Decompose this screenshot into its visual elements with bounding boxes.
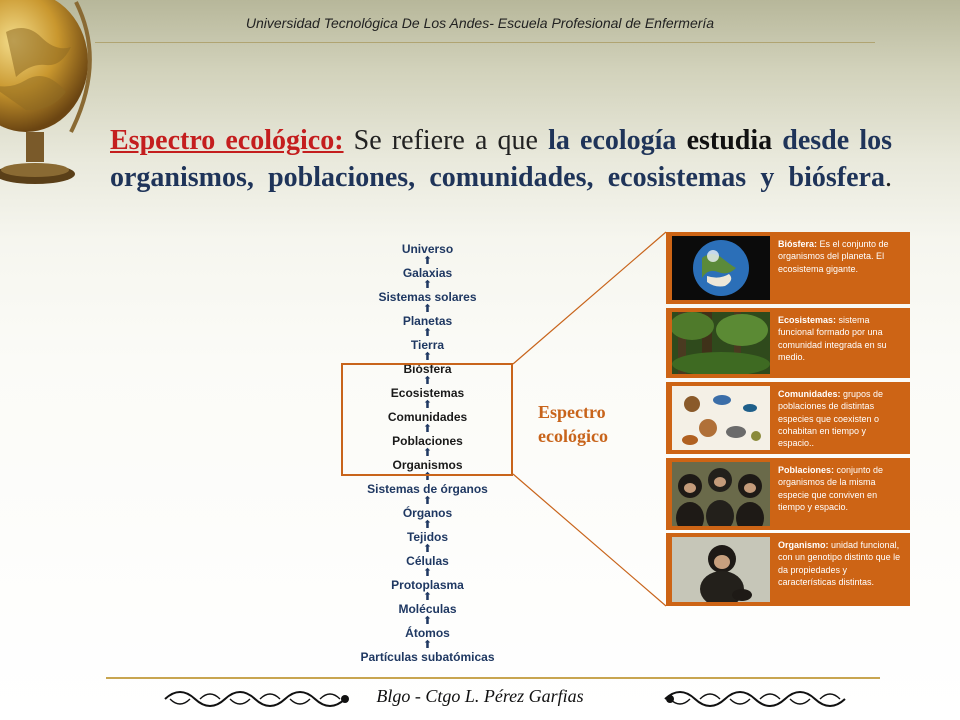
definition-end: . xyxy=(884,162,892,193)
up-arrow-icon: ⬆ xyxy=(422,303,433,315)
hierarchy-level: Partículas subatómicas xyxy=(360,650,495,664)
footer-author: Blgo - Ctgo L. Pérez Garfias xyxy=(376,686,584,706)
up-arrow-icon: ⬆ xyxy=(422,639,433,651)
card-text xyxy=(778,464,904,513)
hierarchy-level: Organismos xyxy=(392,458,463,472)
hierarchy-level: Protoplasma xyxy=(391,578,464,592)
hierarchy-level: Comunidades xyxy=(387,410,468,424)
up-arrow-icon: ⬆ xyxy=(422,567,433,579)
card-description: grupos de poblaciones de distintas especies que coexisten o cohabitan en tiempo y espacio.. xyxy=(778,389,884,449)
card-2 xyxy=(666,308,910,378)
definition-highlight-2: estudia xyxy=(686,125,773,156)
hierarchy-level: Células xyxy=(406,554,449,568)
hierarchy-level: Poblaciones xyxy=(392,434,463,448)
up-arrow-icon: ⬆ xyxy=(422,279,433,291)
card-text xyxy=(778,388,904,449)
card-description: unidad funcional, con un genotipo distinto que le da propiedades y características distintas. xyxy=(778,540,901,587)
hierarchy-level: Universo xyxy=(401,242,454,256)
up-arrow-icon: ⬆ xyxy=(422,375,433,387)
hierarchy-level: Sistemas de órganos xyxy=(367,482,488,496)
card-text xyxy=(778,238,904,275)
card-title: Organismo: xyxy=(778,540,829,550)
hierarchy-level: Átomos xyxy=(405,626,450,640)
card-1 xyxy=(666,232,910,304)
card-title: Ecosistemas: xyxy=(778,315,837,325)
definition-plain-text: Se refiere a que xyxy=(343,125,549,156)
hierarchy-level: Galaxias xyxy=(402,266,453,280)
earth-image xyxy=(672,236,770,300)
card-title: Poblaciones: xyxy=(778,465,835,475)
footer-divider xyxy=(106,677,880,679)
chimp-group-image xyxy=(672,462,770,526)
chimp-image xyxy=(672,537,770,602)
up-arrow-icon: ⬆ xyxy=(422,255,433,267)
card-description: conjunto de organismos de la misma especie que conviven en tiempo y espacio. xyxy=(778,465,884,512)
card-text xyxy=(778,314,904,363)
hierarchy-level: Biósfera xyxy=(403,362,452,376)
animals-image xyxy=(672,386,770,450)
card-4 xyxy=(666,458,910,530)
up-arrow-icon: ⬆ xyxy=(422,615,433,627)
up-arrow-icon: ⬆ xyxy=(422,591,433,603)
right-flourish-icon xyxy=(660,684,855,714)
card-text xyxy=(778,539,904,588)
selection-box xyxy=(341,363,513,476)
hierarchy-level: Tejidos xyxy=(406,530,449,544)
card-description: sistema funcional formado por una comunidad integrada en su medio. xyxy=(778,315,887,362)
up-arrow-icon: ⬆ xyxy=(422,351,433,363)
definition-paragraph xyxy=(110,122,892,196)
hierarchy-level: Ecosistemas xyxy=(390,386,465,400)
hierarchy-level: Planetas xyxy=(402,314,453,328)
card-title: Comunidades: xyxy=(778,389,841,399)
header-title: Universidad Tecnológica De Los Andes- Escuela Profesional de Enfermería xyxy=(245,15,715,31)
card-title: Biósfera: xyxy=(778,239,818,249)
up-arrow-icon: ⬆ xyxy=(422,399,433,411)
hierarchy-level: Tierra xyxy=(410,338,445,352)
forest-image xyxy=(672,312,770,374)
card-3 xyxy=(666,382,910,454)
spectrum-label: Espectro ecológico xyxy=(538,402,608,446)
up-arrow-icon: ⬆ xyxy=(422,543,433,555)
up-arrow-icon: ⬆ xyxy=(422,471,433,483)
hierarchy-level: Sistemas solares xyxy=(378,290,477,304)
hierarchy-level: Órganos xyxy=(402,506,453,520)
up-arrow-icon: ⬆ xyxy=(422,327,433,339)
up-arrow-icon: ⬆ xyxy=(422,447,433,459)
card-description: Es el conjunto de organismos del planeta. El ecosistema gigante. xyxy=(778,239,889,274)
hierarchy-level: Moléculas xyxy=(398,602,457,616)
definition-highlight-1: la ecología xyxy=(548,125,677,156)
up-arrow-icon: ⬆ xyxy=(422,519,433,531)
definition-highlight-3: desde los organismos, poblaciones, xyxy=(110,125,892,193)
definition-term: Espectro ecológico: xyxy=(110,125,344,156)
card-5 xyxy=(666,533,910,606)
header-divider xyxy=(95,42,875,43)
definition-highlight-4: comunidades, ecosistemas y biósfera xyxy=(429,162,885,193)
up-arrow-icon: ⬆ xyxy=(422,423,433,435)
up-arrow-icon: ⬆ xyxy=(422,495,433,507)
